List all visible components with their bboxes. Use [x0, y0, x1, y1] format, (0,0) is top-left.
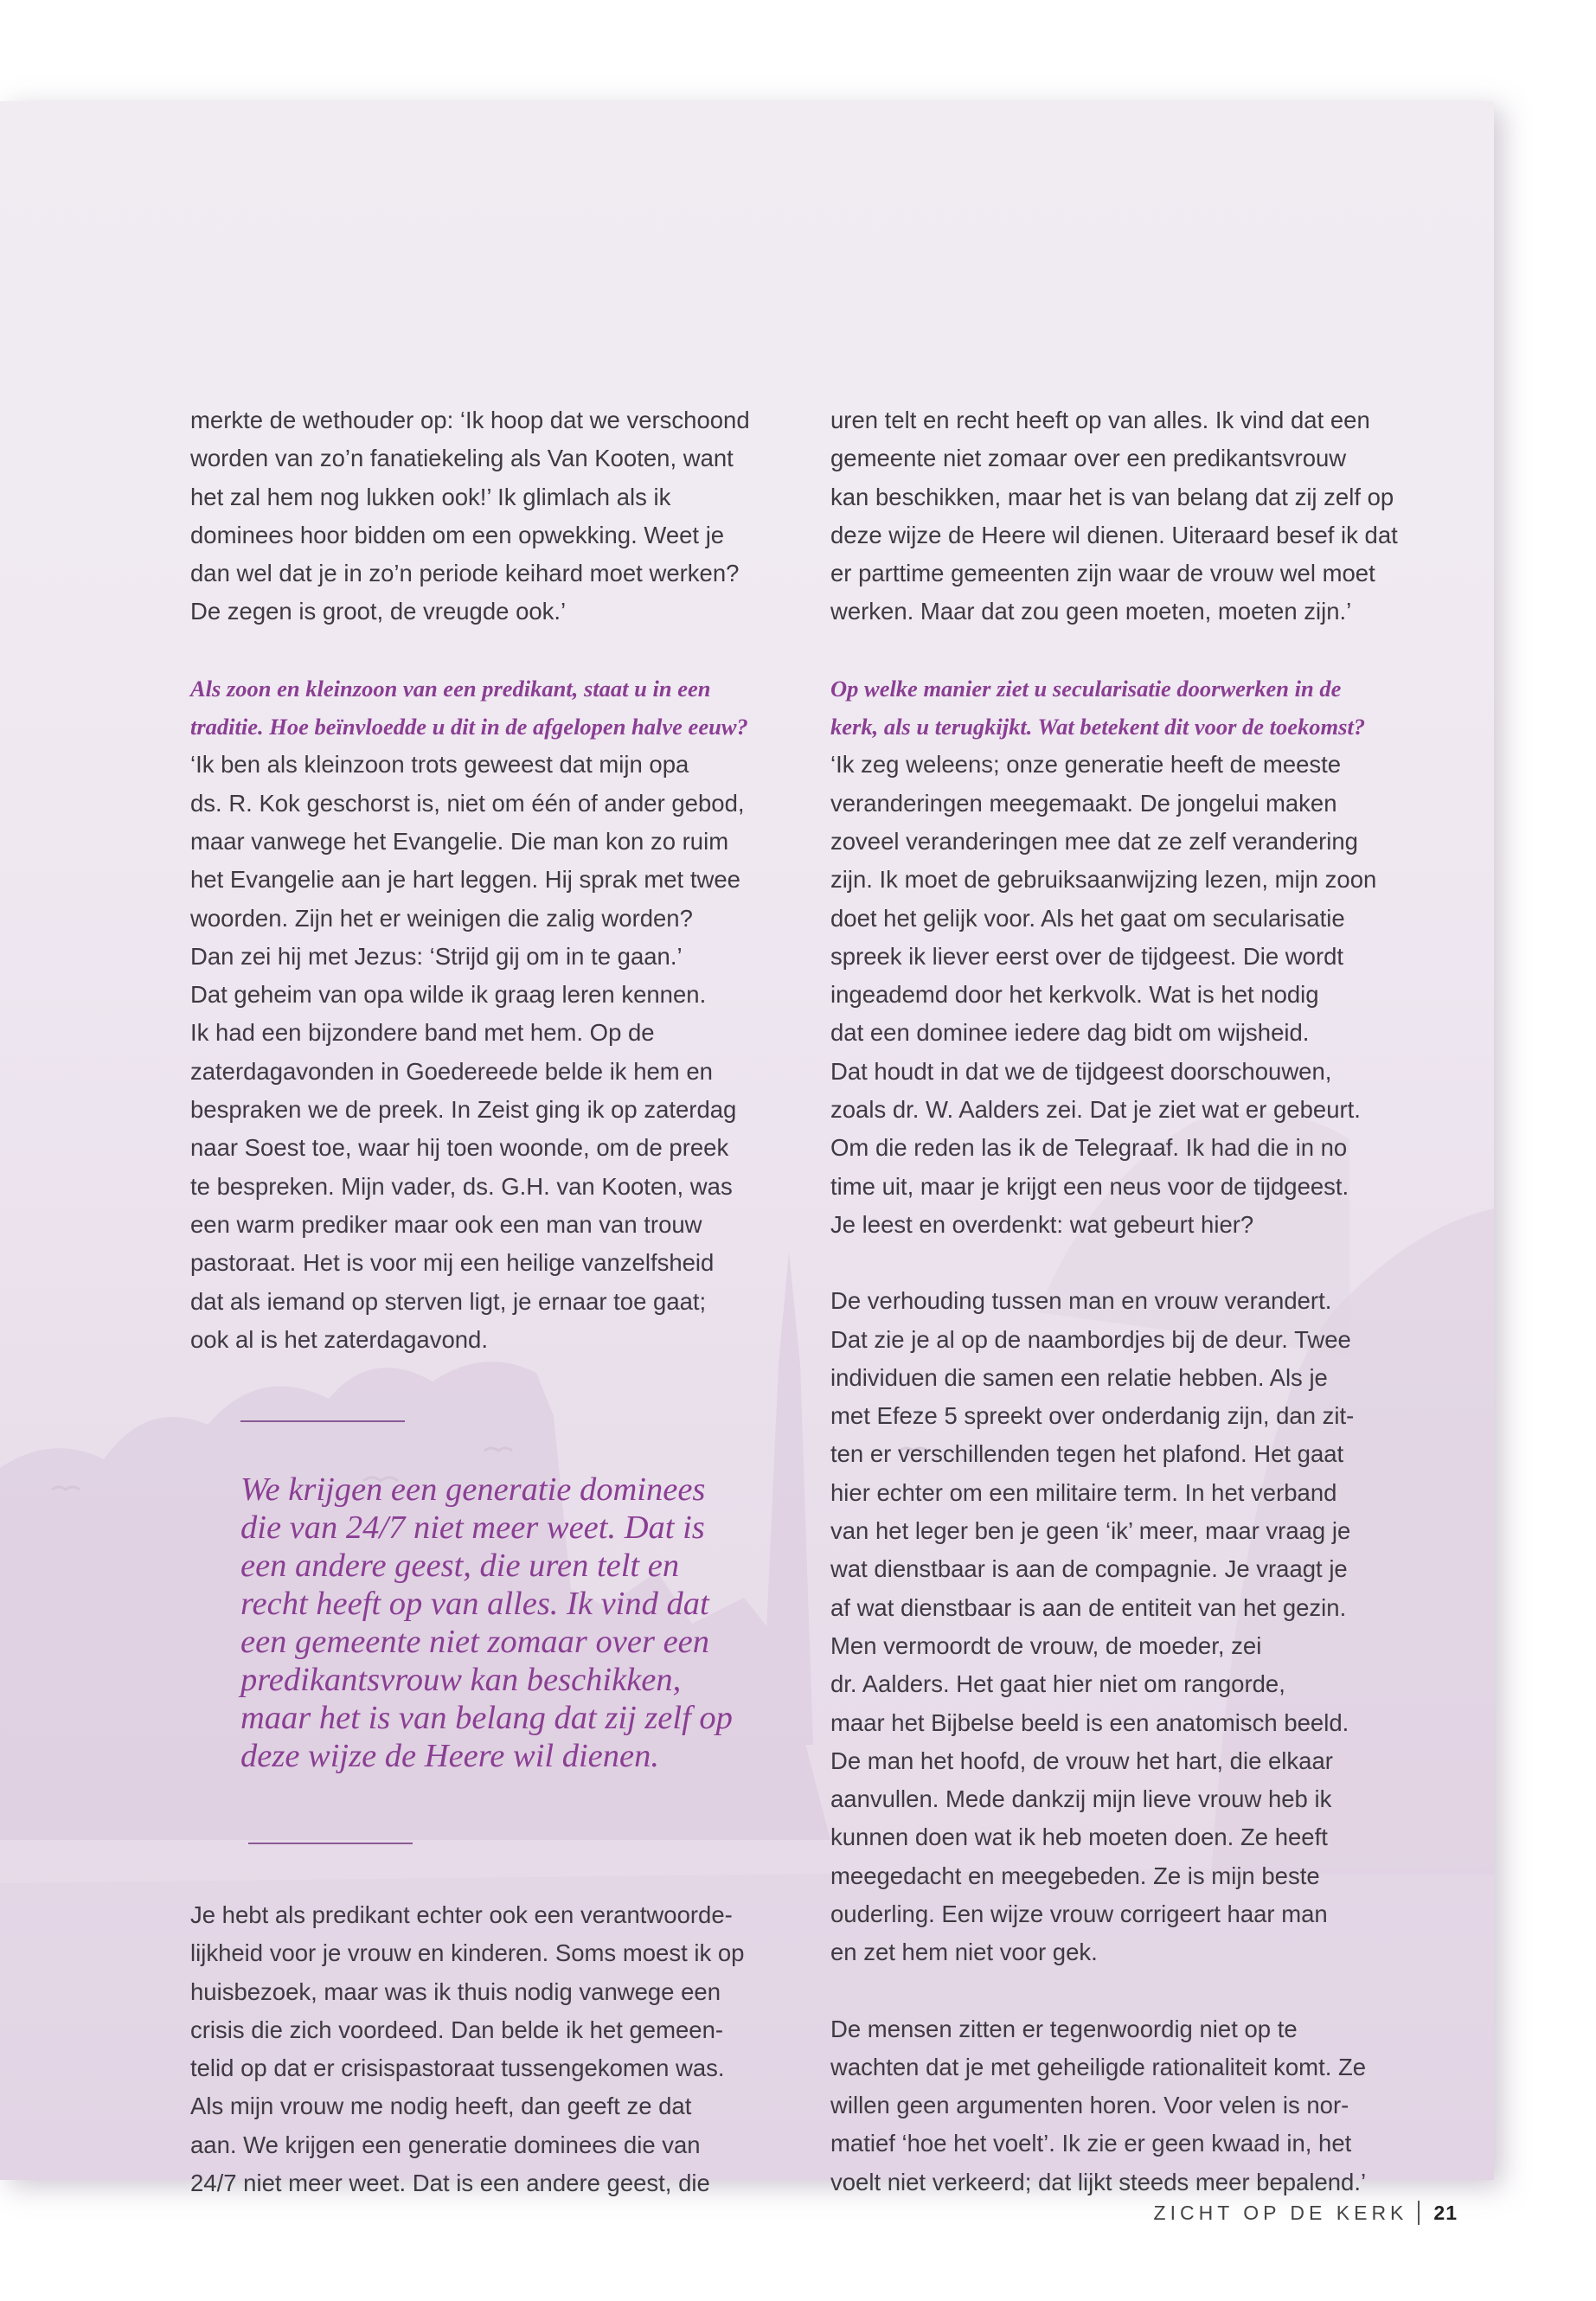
- left-column-lower: [190, 1896, 796, 2202]
- page-footer: [1154, 2201, 1458, 2225]
- left-question: Als zoon en kleinzoon van een predikant, staat u in een traditie. Hoe beïnvloedde u dit in de afgelopen halve eeuw?: [190, 675, 748, 740]
- magazine-name: ZICHT OP DE KERK: [1153, 2201, 1408, 2224]
- page-number: 21: [1433, 2201, 1458, 2224]
- pull-quote: [240, 1420, 777, 1775]
- left-paragraph-1: merkte de wethouder op: ‘Ik hoop dat we verschoond worden van zo’n fanatiekeling als Van Kooten, want het zal hem nog lukken ook!’ Ik glimlach als ik dominees hoor bidden om een opwekking. Weet je dan wel dat je in zo’n periode keihard moet werken? De zegen is groot, de vreugde ook.’: [190, 407, 750, 625]
- page-background: [0, 101, 1494, 2197]
- pull-quote-bottom-rule: [248, 1843, 413, 1844]
- right-paragraph-1: uren telt en recht heeft op van alles. Ik vind dat een gemeente niet zomaar over een predikantsvrouw kan beschikken, maar het is van belang dat zij zelf op deze wijze de Heere wil dienen. Uiteraard besef ik dat er parttime gemeenten zijn waar de vrouw wel moet werken. Maar dat zou geen moeten, moeten zijn.’: [830, 407, 1398, 625]
- footer-divider: [1418, 2201, 1420, 2225]
- left-paragraph-3: Je hebt als predikant echter ook een verantwoorde- lijkheid voor je vrouw en kinderen. Soms moest ik op huisbezoek, maar was ik thuis nodig vanwege een crisis die zich voordeed. Dan belde ik het gemeen- telid op dat er crisispastoraat tussengekomen was. Als mijn vrouw me nodig heeft, dan geeft ze dat aan. We krijgen een generatie dominees die van 24/7 niet meer weet. Dat is een andere geest, die: [190, 1901, 745, 2197]
- right-paragraph-3: De verhouding tussen man en vrouw verandert. Dat zie je al op de naambordjes bij de deur. Twee individuen die samen een relatie hebben. Als je met Efeze 5 spreekt over onderdanig zijn, dan zit- ten er verschillenden tegen het plafond. Het gaat hier echter om een militaire term. In het verband van het leger ben je geen ‘ik’ meer, maar vraag je wat dienstbaar is aan de compagnie. Je vraagt je af wat dienstbaar is aan de entiteit van het gezin. Men vermoordt de vrouw, de moeder, zei dr. Aalders. Het gaat hier niet om rangorde, maar het Bijbelse beeld is een anatomisch beeld. De man het hoofd, de vrouw het hart, die elkaar aanvullen. Mede dankzij mijn lieve vrouw heb ik kunnen doen wat ik heb moeten doen. Ze heeft meegedacht en meegebeden. Ze is mijn beste ouderling. Een wijze vrouw corrigeert haar man en zet hem niet voor gek.: [830, 1287, 1355, 1966]
- right-interview-section: Op welke manier ziet u secularisatie doorwerken in de kerk, als u terugkijkt. Wat betekent dit voor de toekomst? ‘Ik zeg weleens; onze generatie heeft de meeste veranderingen meegemaakt. De jongelui maken zoveel veranderingen mee dat ze zelf verandering zijn. Ik moet de gebruiksaanwijzing lezen, mijn zoon doet het gelijk voor. Als het gaat om secularisatie spreek ik liever eerst over de tijdgeest. Die wordt ingeademd door het kerkvolk. Wat is het nodig dat een dominee iedere dag bidt om wijsheid. Dat houdt in dat we de tijdgeest doorschouwen, zoals dr. W. Aalders zei. Dat je ziet wat er gebeurt. Om die reden las ik de Telegraaf. Ik had die in no time uit, maar je krijgt een neus voor de tijdgeest. Je leest en overdenkt: wat gebeurt hier?: [830, 670, 1436, 1244]
- right-paragraph-4: De mensen zitten er tegenwoordig niet op te wachten dat je met geheiligde rationaliteit komt. Ze willen geen argumenten horen. Voor velen is nor- matief ‘hoe het voelt’. Ik zie er geen kwaad in, het voelt niet verkeerd; dat lijkt steeds meer bepalend.’: [830, 2015, 1367, 2195]
- pull-quote-text: We krijgen een generatie dominees die van 24/7 niet meer weet. Dat is een andere geest, die uren telt en recht heeft op van alles. Ik vind dat een gemeente niet zomaar over een predikantsvrouw kan beschikken, maar het is van belang dat zij zelf op deze wijze de Heere wil dienen.: [240, 1471, 733, 1774]
- left-interview-section: Als zoon en kleinzoon van een predikant, staat u in een traditie. Hoe beïnvloedde u dit in de afgelopen halve eeuw? ‘Ik ben als kleinzoon trots geweest dat mijn opa ds. R. Kok geschorst is, niet om één of ander gebod, maar vanwege het Evangelie. Die man kon zo ruim het Evangelie aan je hart leggen. Hij sprak met twee woorden. Zijn het er weinigen die zalig worden? Dan zei hij met Jezus: ‘Strijd gij om in te gaan.’ Dat geheim van opa wilde ik graag leren kennen. Ik had een bijzondere band met hem. Op de zaterdagavonden in Goedereede belde ik hem en bespraken we de preek. In Zeist ging ik op zaterdag naar Soest toe, waar hij toen woonde, om de preek te bespreken. Mijn vader, ds. G.H. van Kooten, was een warm prediker maar ook een man van trouw pastoraat. Het is voor mij een heilige vanzelfsheid dat als iemand op sterven ligt, je ernaar toe gaat; ook al is het zaterdagavond.: [190, 670, 796, 1359]
- right-question: Op welke manier ziet u secularisatie doorwerken in de kerk, als u terugkijkt. Wat betekent dit voor de toekomst?: [830, 675, 1366, 740]
- left-column: [190, 401, 796, 1359]
- right-column: [830, 401, 1436, 2202]
- pull-quote-top-rule: [240, 1420, 405, 1422]
